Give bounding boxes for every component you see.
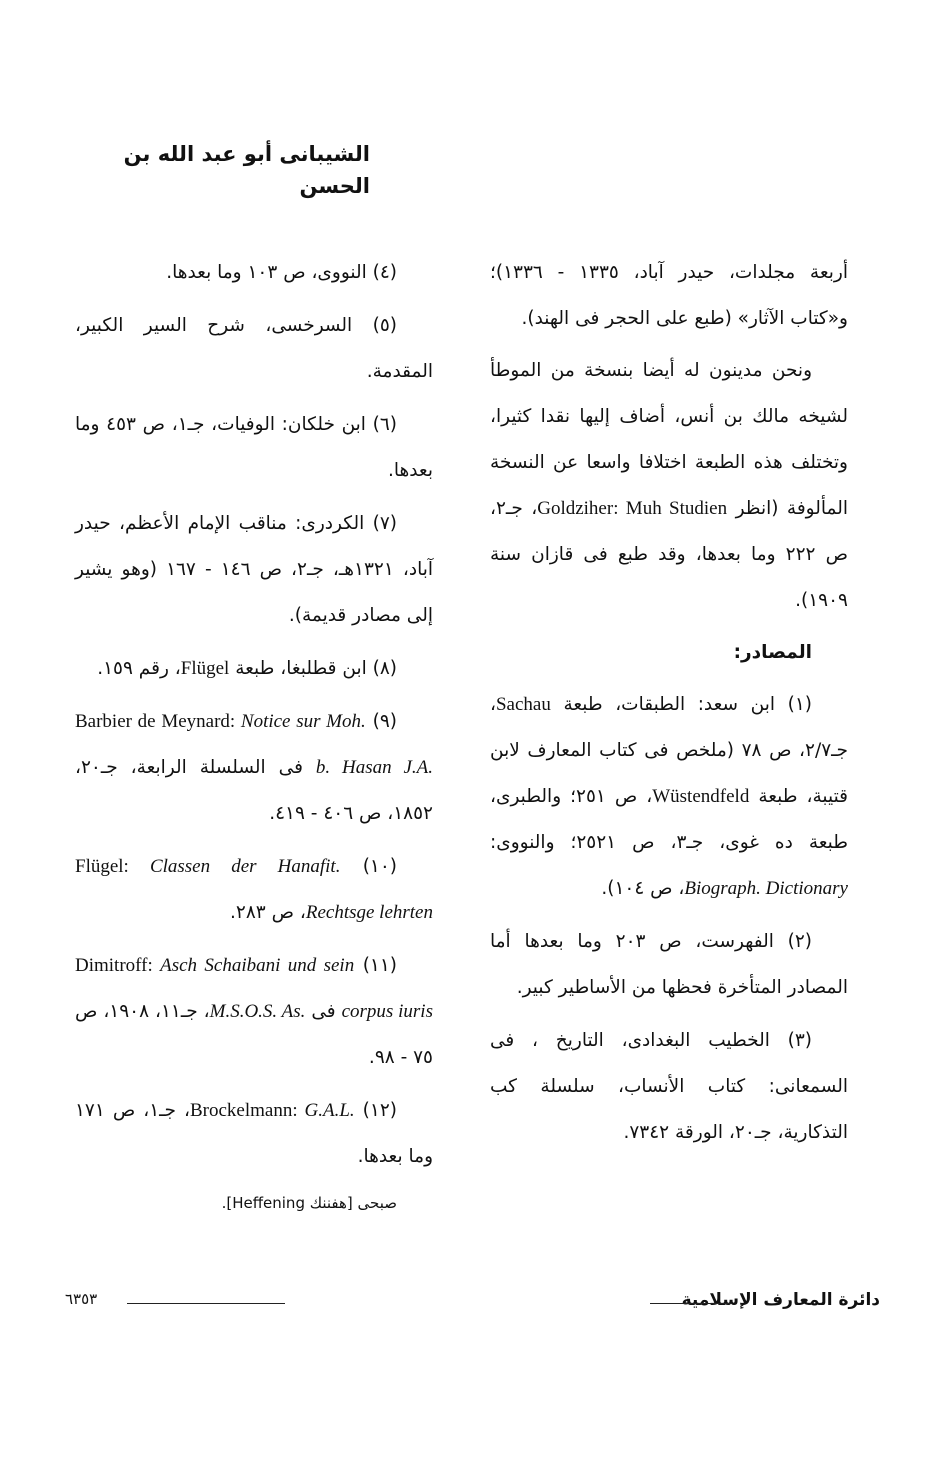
source-6: (٦) ابن خلكان: الوفيات، جـ١، ص ٤٥٣ وما بعدها.	[75, 414, 433, 481]
source-8-b: ، رقم ١٥٩.	[97, 658, 181, 679]
source-1-a: (١) ابن سعد: الطبقات، طبعة	[563, 694, 812, 715]
source-9-author: Barbier de Meynard:	[75, 711, 241, 732]
source-2: (٢) الفهرست، ص ٢٠٣ وما بعدها أما المصادر المتأخرة فحظها من الأساطير كبير.	[490, 931, 848, 998]
source-1-sachau: Sachau	[495, 694, 551, 715]
source-1-wustenfeld: Wüstendfeld	[652, 786, 750, 807]
source-5: (٥) السرخسى، شرح السير الكبير، المقدمة.	[75, 315, 433, 382]
source-12-author: Brockelmann:	[189, 1100, 305, 1121]
source-10-b: ، ص ٢٨٣.	[230, 902, 306, 923]
journal-title: دائرة المعارف الإسلامية	[681, 1290, 880, 1310]
paragraph-muwatta-text: ونحن مدينون له أيضا بنسخة من الموطأ لشيخه مالك بن أنس، أضاف إليها نقدا كثيرا، وتختلف هذه الطبعة اختلافا واسعا عن النسخة المألوفة (انظر	[490, 360, 848, 519]
source-7: (٧) الكردرى: مناقب الإمام الأعظم، حيدر آباد، ١٣٢١هـ، جـ٢، ص ١٤٦ - ١٦٧ (وهو يشير إلى مصادر قديمة).	[75, 513, 434, 626]
footer-rule-right	[650, 1303, 732, 1304]
source-10-title: Classen der Hanafit. Rechtsge lehrten	[149, 856, 433, 923]
page-footer	[65, 1290, 880, 1320]
page-number: ٦٣٥٣	[65, 1290, 98, 1308]
source-12	[75, 1088, 433, 1180]
paragraph-continuation: أربعة مجلدات، حيدر آباد، ١٣٣٥ - ١٣٣٦)؛ و«كتاب الآثار» (طبع على الحجر فى الهند).	[490, 262, 848, 329]
source-1-d: ، ص ١٠٤).	[601, 878, 685, 899]
source-12-citation	[190, 1100, 355, 1121]
paragraph-muwatta	[490, 348, 848, 624]
left-column	[75, 250, 433, 1224]
citation-goldziher: Goldziher: Muh Studien	[537, 498, 728, 519]
source-11-title: Asch Schaibani und sein corpus iuris	[160, 955, 433, 1022]
author-signature: صبحى [هفننك Heffening].	[221, 1194, 397, 1212]
source-11	[75, 943, 433, 1081]
source-11-journal: M.S.O.S. As.	[209, 1001, 306, 1022]
source-8	[75, 646, 433, 692]
source-9-b: فى السلسلة الرابعة، جـ٢٠، ١٨٥٢، ص ٤٠٦ - ٤١٩.	[75, 757, 433, 824]
paragraph-muwatta-tail: ، جـ٢، ص ٢٢٢ وما بعدها، وقد طبع فى قازان سنة ١٩٠٩).	[490, 498, 848, 611]
source-11-mid: فى	[311, 1001, 336, 1022]
source-12-b: ، جـ١، ص ١٧١ وما بعدها.	[75, 1100, 433, 1167]
source-11-author: Dimitroff:	[75, 955, 161, 976]
source-8-a: (٨) ابن قطلبغا، طبعة	[235, 658, 397, 679]
running-head: الشيبانى أبو عبد الله بن الحسن	[123, 142, 370, 198]
source-9-num: (٩)	[372, 711, 397, 732]
source-8-flugel: Flügel	[180, 658, 230, 679]
source-10-author: Flügel:	[75, 856, 150, 877]
source-1-c: ، ص ٢٥١؛ والطبرى، طبعة ده غوى، جـ٣، ص ٢٥٢١؛ والنووى:	[490, 786, 848, 853]
right-column	[490, 250, 848, 1163]
source-11-b: ، جـ١١، ١٩٠٨، ص ٧٥ - ٩٨.	[75, 1001, 433, 1068]
source-4: (٤) النووى، ص ١٠٣ وما بعدها.	[166, 262, 397, 283]
source-12-title: G.A.L.	[304, 1100, 355, 1121]
source-10	[75, 844, 433, 936]
source-10-num: (١٠)	[362, 856, 397, 877]
source-9	[75, 699, 433, 837]
source-3: (٣) الخطيب البغدادى، التاريخ ، فى السمعانى: كتاب الأنساب، سلسلة كب التذكارية، جـ٢٠، الورقة ٧٣٤٢.	[490, 1030, 848, 1143]
source-1-biograph: Biograph. Dictionary	[684, 878, 848, 899]
sources-heading: المصادر:	[733, 642, 812, 663]
footer-rule-left	[127, 1303, 285, 1304]
source-11-num: (١١)	[362, 955, 397, 976]
source-1-b: ، جـ٢/٧، ص ٧٨ (ملخص فى كتاب المعارف لابن قتيبة، طبعة	[490, 694, 848, 807]
source-1	[490, 682, 848, 912]
source-9-title: Notice sur Moh. b. Hasan J.A.	[240, 711, 434, 778]
source-12-num: (١٢)	[362, 1100, 397, 1121]
